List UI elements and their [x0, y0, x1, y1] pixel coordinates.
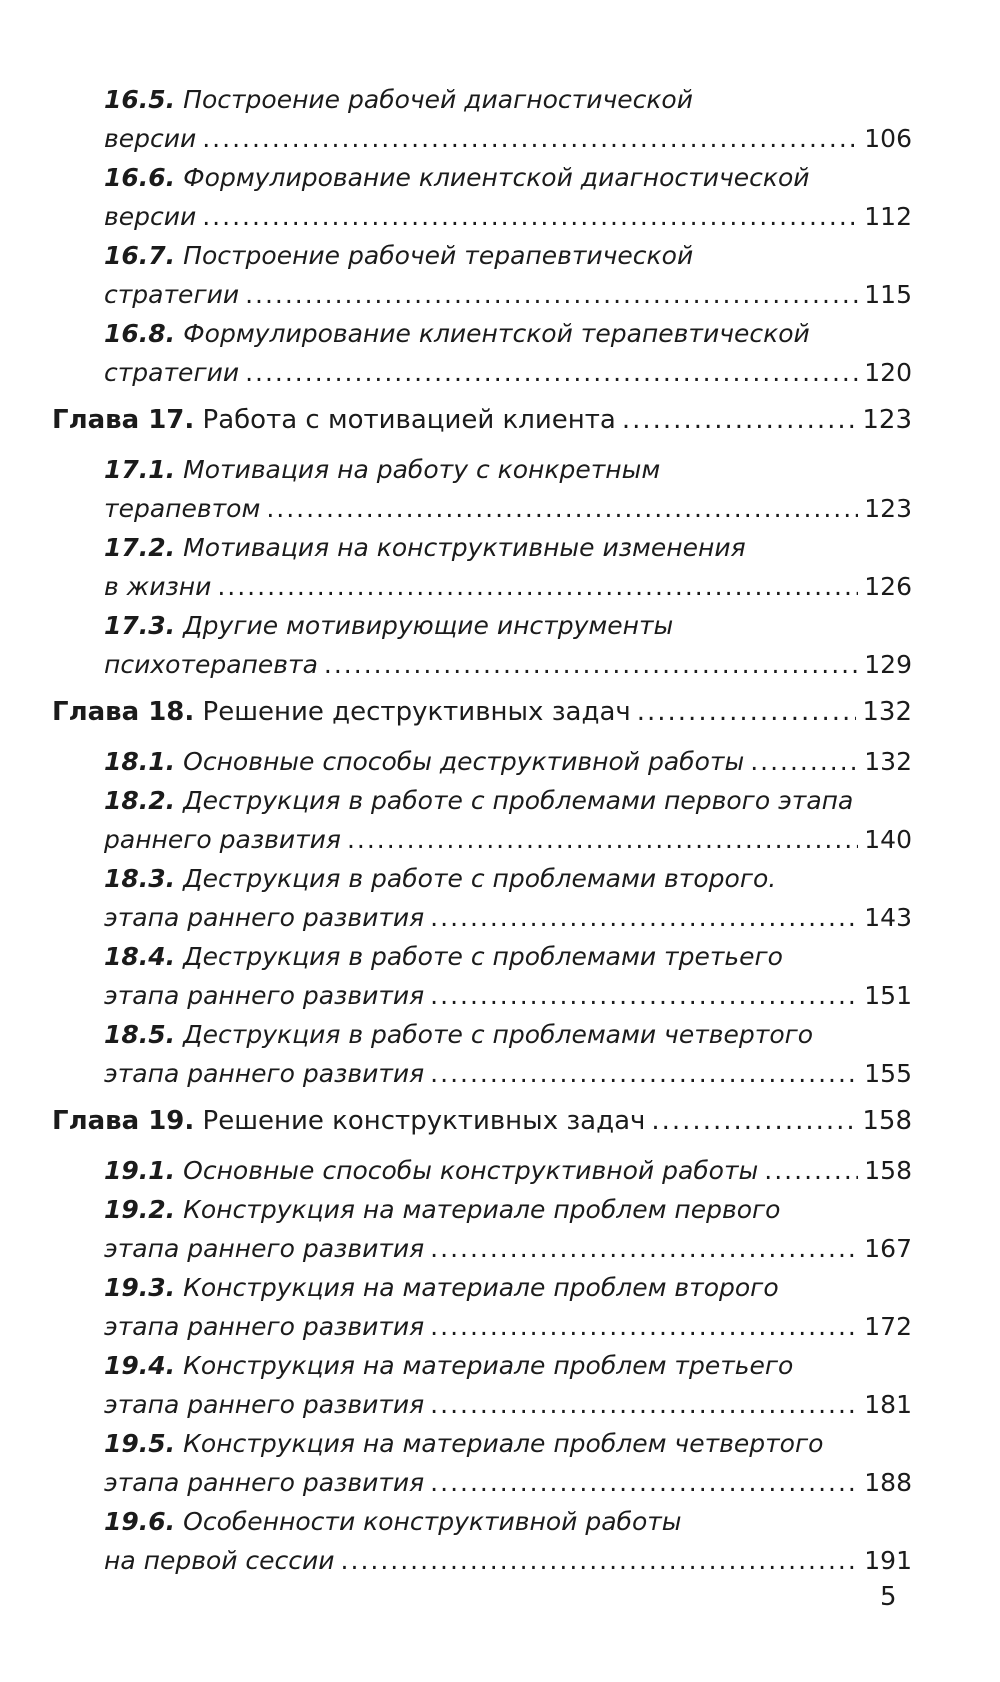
toc-entry-17-3[interactable]	[52, 606, 912, 684]
toc-entry-title-text: Деструкция в работе с проблемами третьего	[183, 942, 783, 971]
toc-entry-number: 19.2.	[104, 1195, 176, 1224]
dot-leader	[622, 400, 857, 440]
toc-entry-page: 172	[864, 1312, 912, 1341]
toc-entry-leader-line	[104, 1541, 912, 1580]
toc-entry-leader-line	[52, 400, 912, 440]
toc-entry-number: 18.4.	[104, 942, 176, 971]
toc-entry-title-cont: в жизни	[104, 572, 212, 601]
toc-entry-title-text: Деструкция в работе с проблемами второго.	[183, 864, 777, 893]
dot-leader	[430, 976, 858, 1015]
toc-entry-number: 18.1.	[104, 747, 176, 776]
toc-entry-19-5[interactable]	[52, 1424, 912, 1502]
dot-leader	[764, 1151, 858, 1190]
toc-entry-page: 158	[864, 1156, 912, 1185]
toc-entry-18-2[interactable]	[52, 781, 912, 859]
toc-entry-title-cont: психотерапевта	[104, 650, 318, 679]
toc-entry-page: 167	[864, 1234, 912, 1263]
dot-leader	[430, 1229, 858, 1268]
toc-entry-page: 132	[862, 697, 912, 727]
dot-leader	[750, 742, 858, 781]
toc-entry-leader-line	[104, 1054, 912, 1093]
toc-entry-number: 19.3.	[104, 1273, 176, 1302]
dot-leader	[341, 1541, 859, 1580]
toc-entry-title-cont: терапевтом	[104, 494, 261, 523]
toc-entry-page: 143	[864, 903, 912, 932]
toc-entry-title	[104, 1424, 912, 1463]
toc-entry-number: 17.3.	[104, 611, 176, 640]
toc-entry-title-text: Деструкция в работе с проблемами четвертого	[183, 1020, 814, 1049]
dot-leader	[245, 275, 858, 314]
toc-entry-number: 18.2.	[104, 786, 176, 815]
toc-entry-title	[104, 236, 912, 275]
page-number: 5	[880, 1582, 897, 1612]
toc-entry-title-cont: версии	[104, 202, 197, 231]
toc-entry-title-text: Формулирование клиентской терапевтической	[183, 319, 810, 348]
toc-entry-title	[104, 937, 912, 976]
toc-entry-title	[104, 859, 912, 898]
toc-entry-number: 16.6.	[104, 163, 176, 192]
toc-entry-page: 115	[864, 280, 912, 309]
toc-entry-page: 191	[864, 1546, 912, 1575]
toc-entry-page: 155	[864, 1059, 912, 1088]
toc-entry-title	[104, 1502, 912, 1541]
toc-chapter-title-text: Работа с мотивацией клиента	[202, 405, 616, 435]
toc-entry-title	[104, 1190, 912, 1229]
toc-entry-title-cont: стратегии	[104, 358, 240, 387]
dot-leader	[245, 353, 858, 392]
toc-entry-leader-line	[104, 976, 912, 1015]
toc-entry-number: 19.6.	[104, 1507, 176, 1536]
toc-entry-title-cont: на первой сессии	[104, 1546, 335, 1575]
toc-entry-page: 123	[864, 494, 912, 523]
toc-entry-title	[104, 1268, 912, 1307]
toc-entry-page: 132	[864, 747, 912, 776]
dot-leader	[430, 1307, 858, 1346]
dot-leader	[430, 898, 858, 937]
toc-entry-page: 112	[864, 202, 912, 231]
toc-entry-leader-line	[52, 1101, 912, 1141]
toc-entry-number: 19.4.	[104, 1351, 176, 1380]
toc-entry-page: 120	[864, 358, 912, 387]
toc-entry-page: 129	[864, 650, 912, 679]
toc-entry-17-2[interactable]	[52, 528, 912, 606]
toc-entry-title-text: Особенности конструктивной работы	[183, 1507, 682, 1536]
toc-entry-17-1[interactable]	[52, 450, 912, 528]
toc-entry-leader-line	[104, 898, 912, 937]
toc-entry-leader-line	[104, 820, 912, 859]
toc-entry-leader-line	[104, 742, 912, 781]
toc-chapter-title	[52, 400, 616, 440]
toc-entry-number: 19.1.	[104, 1156, 176, 1185]
toc-entry-page: 158	[862, 1106, 912, 1136]
toc-entry-title-text: Мотивация на конструктивные изменения	[183, 533, 746, 562]
toc-entry-title	[104, 781, 912, 820]
toc-entry-title-text: Основные способы конструктивной работы	[183, 1156, 759, 1185]
toc-chapter-17[interactable]	[52, 400, 912, 440]
toc-entry-page: 151	[864, 981, 912, 1010]
toc-entry-title-cont: раннего развития	[104, 825, 341, 854]
toc-entry-page: 106	[864, 124, 912, 153]
toc-entry-title-text: Конструкция на материале проблем второго	[183, 1273, 779, 1302]
dot-leader	[266, 489, 858, 528]
toc-entry-18-1[interactable]	[52, 742, 912, 781]
toc-entry-number: 16.7.	[104, 241, 176, 270]
toc-entry-title-cont: версии	[104, 124, 197, 153]
toc-entry-title	[104, 314, 912, 353]
toc-entry-title-cont: стратегии	[104, 280, 240, 309]
toc-entry-leader-line	[104, 567, 912, 606]
toc-entry-leader-line	[104, 1385, 912, 1424]
toc-entry-leader-line	[104, 275, 912, 314]
toc-entry-16-5[interactable]	[52, 80, 912, 158]
toc-chapter-title-text: Решение конструктивных задач	[202, 1106, 646, 1136]
toc-chapter-number: Глава 19.	[52, 1106, 195, 1136]
toc-entry-leader-line	[104, 489, 912, 528]
toc-entry-16-7[interactable]	[52, 236, 912, 314]
toc-entry-18-4[interactable]	[52, 937, 912, 1015]
toc-chapter-title	[52, 692, 631, 732]
toc-entry-title-text: Построение рабочей терапевтической	[183, 241, 694, 270]
toc-entry-leader-line	[104, 119, 912, 158]
toc-entry-leader-line	[104, 1151, 912, 1190]
toc-entry-title	[104, 528, 912, 567]
toc-entry-title	[104, 80, 912, 119]
dot-leader	[347, 820, 858, 859]
toc-chapter-title-text: Решение деструктивных задач	[202, 697, 631, 727]
toc-entry-number: 18.5.	[104, 1020, 176, 1049]
toc-entry-title-text: Конструкция на материале проблем первого	[183, 1195, 781, 1224]
toc-entry-title	[104, 1015, 912, 1054]
dot-leader	[217, 567, 858, 606]
toc-entry-title	[104, 1151, 758, 1190]
toc-chapter-19[interactable]	[52, 1101, 912, 1141]
toc-entry-16-6[interactable]	[52, 158, 912, 236]
dot-leader	[430, 1054, 858, 1093]
dot-leader	[202, 119, 858, 158]
toc-entry-page: 140	[864, 825, 912, 854]
toc-chapter-18[interactable]	[52, 692, 912, 732]
toc-entry-title-text: Конструкция на материале проблем третьего	[183, 1351, 794, 1380]
toc-entry-number: 18.3.	[104, 864, 176, 893]
toc-entry-number: 17.1.	[104, 455, 176, 484]
dot-leader	[202, 197, 858, 236]
toc-chapter-title	[52, 1101, 645, 1141]
toc-entry-title	[104, 606, 912, 645]
toc-entry-title	[104, 450, 912, 489]
dot-leader	[430, 1463, 858, 1502]
toc-entry-number: 16.5.	[104, 85, 176, 114]
toc-entry-title-text: Деструкция в работе с проблемами первого этапа	[183, 786, 854, 815]
dot-leader	[651, 1101, 856, 1141]
toc-entry-19-4[interactable]	[52, 1346, 912, 1424]
toc-entry-number: 17.2.	[104, 533, 176, 562]
toc-entry-title-text: Формулирование клиентской диагностической	[183, 163, 810, 192]
toc-entry-18-3[interactable]	[52, 859, 912, 937]
toc-entry-page: 123	[862, 405, 912, 435]
toc-entry-title-cont: этапа раннего развития	[104, 1390, 425, 1419]
toc-entry-title	[104, 1346, 912, 1385]
toc-entry-18-5[interactable]	[52, 1015, 912, 1093]
toc-entry-title-text: Конструкция на материале проблем четвертого	[183, 1429, 824, 1458]
toc-entry-page: 181	[864, 1390, 912, 1419]
toc-chapter-number: Глава 18.	[52, 697, 195, 727]
toc-entry-title-cont: этапа раннего развития	[104, 1312, 425, 1341]
toc-entry-title-text: Другие мотивирующие инструменты	[183, 611, 674, 640]
toc-entry-title-cont: этапа раннего развития	[104, 1468, 425, 1497]
toc-entry-title	[104, 742, 744, 781]
toc-entry-title-cont: этапа раннего развития	[104, 1234, 425, 1263]
toc-entry-title-cont: этапа раннего развития	[104, 981, 425, 1010]
toc-entry-19-2[interactable]	[52, 1190, 912, 1268]
toc-entry-title	[104, 158, 912, 197]
toc-entry-page: 188	[864, 1468, 912, 1497]
toc-entry-leader-line	[104, 197, 912, 236]
toc-entry-title-text: Построение рабочей диагностической	[183, 85, 693, 114]
toc-entry-page: 126	[864, 572, 912, 601]
toc-entry-16-8[interactable]	[52, 314, 912, 392]
dot-leader	[324, 645, 858, 684]
dot-leader	[637, 692, 857, 732]
toc-entry-19-6[interactable]	[52, 1502, 912, 1580]
dot-leader	[430, 1385, 858, 1424]
toc-entry-leader-line	[104, 645, 912, 684]
toc-chapter-number: Глава 17.	[52, 405, 195, 435]
toc-entry-number: 19.5.	[104, 1429, 176, 1458]
toc-entry-leader-line	[104, 1463, 912, 1502]
toc-entry-leader-line	[52, 692, 912, 732]
table-of-contents	[52, 80, 912, 1580]
toc-entry-number: 16.8.	[104, 319, 176, 348]
toc-entry-title-cont: этапа раннего развития	[104, 1059, 425, 1088]
toc-entry-title-text: Мотивация на работу с конкретным	[183, 455, 661, 484]
toc-entry-leader-line	[104, 353, 912, 392]
toc-entry-19-3[interactable]	[52, 1268, 912, 1346]
toc-entry-leader-line	[104, 1307, 912, 1346]
toc-entry-19-1[interactable]	[52, 1151, 912, 1190]
toc-entry-leader-line	[104, 1229, 912, 1268]
toc-entry-title-text: Основные способы деструктивной работы	[183, 747, 745, 776]
toc-entry-title-cont: этапа раннего развития	[104, 903, 425, 932]
